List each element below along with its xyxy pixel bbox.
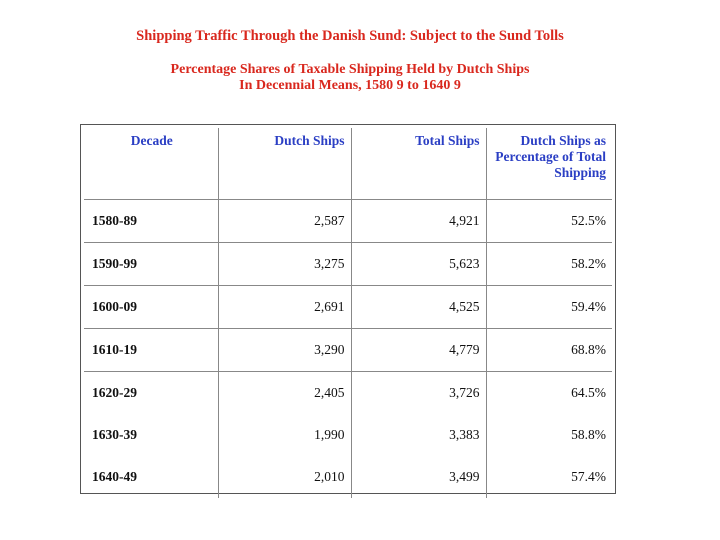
cell-dutch-ships: 2,405	[218, 372, 351, 415]
header-decade: Decade	[84, 128, 218, 200]
cell-decade: 1580-89	[84, 200, 218, 243]
table-row	[84, 414, 612, 456]
cell-percentage: 52.5%	[486, 200, 612, 243]
header-percentage-line-1: Dutch Ships as	[520, 133, 606, 148]
cell-total-ships: 3,726	[351, 372, 486, 415]
table-row	[84, 329, 612, 372]
shipping-table	[84, 128, 612, 498]
cell-dutch-ships: 3,290	[218, 329, 351, 372]
shipping-table-frame	[80, 124, 616, 494]
cell-decade: 1640-49	[84, 456, 218, 498]
cell-percentage: 59.4%	[486, 286, 612, 329]
subtitle-line-1: Percentage Shares of Taxable Shipping Held by Dutch Ships	[170, 62, 530, 77]
header-percentage	[486, 128, 612, 200]
cell-total-ships: 4,921	[351, 200, 486, 243]
page-title: Shipping Traffic Through the Danish Sund: Subject to the Sund Tolls	[136, 28, 564, 44]
header-percentage-line-3: Shipping	[554, 165, 606, 180]
header-total-ships: Total Ships	[351, 128, 486, 200]
table-row	[84, 200, 612, 243]
cell-dutch-ships: 2,587	[218, 200, 351, 243]
cell-percentage: 58.8%	[571, 427, 606, 442]
header-dutch-ships: Dutch Ships	[218, 128, 351, 200]
cell-percentage: 58.2%	[486, 243, 612, 286]
table-row	[84, 372, 612, 415]
cell-decade: 1630-39	[84, 414, 218, 456]
cell-dutch-ships: 2,691	[218, 286, 351, 329]
table-header-row	[84, 128, 612, 200]
table-row	[84, 286, 612, 329]
cell-dutch-ships: 3,275	[218, 243, 351, 286]
cell-percentage: 64.5%	[571, 385, 606, 400]
cell-total-ships: 3,383	[351, 414, 486, 456]
cell-percentage: 68.8%	[486, 329, 612, 372]
table-row	[84, 456, 612, 498]
cell-dutch-ships: 1,990	[218, 414, 351, 456]
cell-decade: 1610-19	[84, 329, 218, 372]
cell-total-ships: 4,525	[351, 286, 486, 329]
cell-decade: 1590-99	[84, 243, 218, 286]
header-percentage-line-2: Percentage of Total	[495, 149, 606, 164]
table-row	[84, 243, 612, 286]
cell-total-ships: 5,623	[351, 243, 486, 286]
cell-decade: 1600-09	[84, 286, 218, 329]
subtitle-line-2: In Decennial Means, 1580 9 to 1640 9	[239, 78, 461, 93]
cell-percentage: 57.4%	[571, 469, 606, 484]
page-subtitle	[0, 62, 700, 94]
cell-total-ships: 3,499	[351, 456, 486, 498]
cell-dutch-ships: 2,010	[218, 456, 351, 498]
cell-total-ships: 4,779	[351, 329, 486, 372]
cell-decade: 1620-29	[84, 372, 218, 415]
